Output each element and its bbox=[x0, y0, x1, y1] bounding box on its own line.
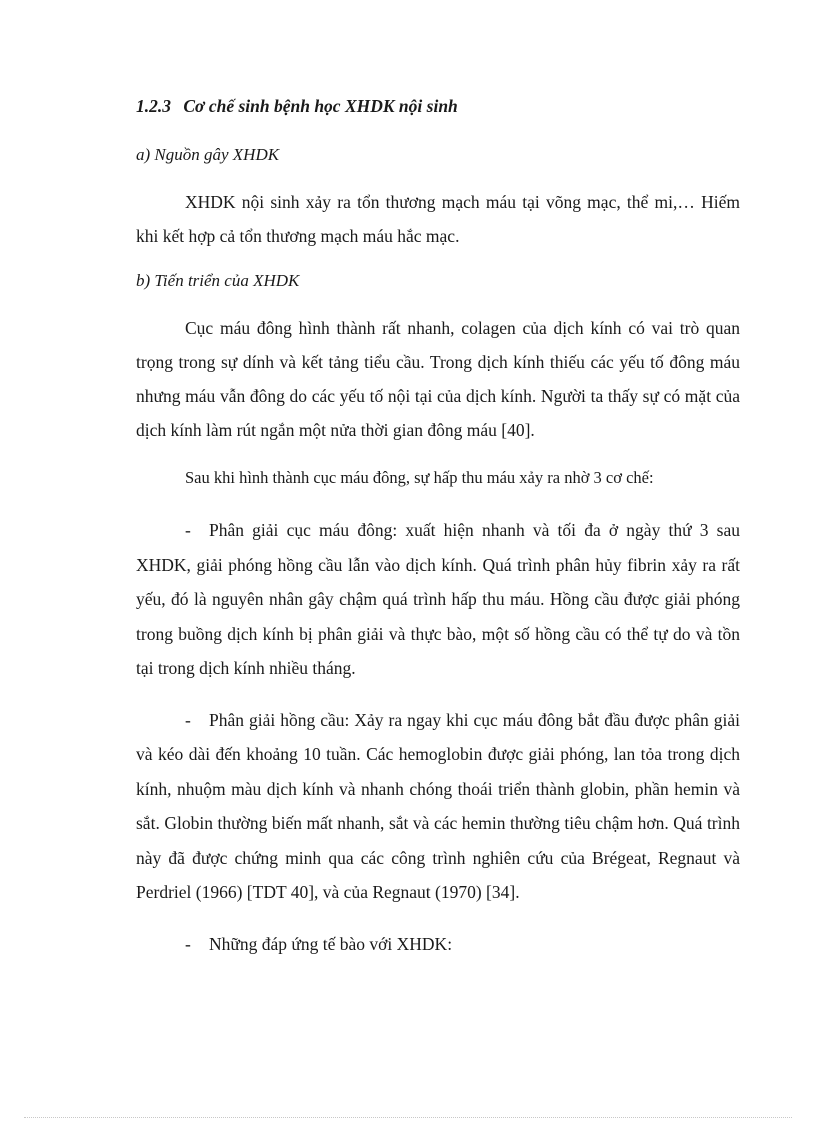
bullet-text: Phân giải hồng cầu: Xảy ra ngay khi cục máu đông bắt đầu được phân giải và kéo dài đến khoảng 10 tuần. Các hemoglobin được giải phóng, lan tỏa trong dịch kính, nhuộm màu dịch kính và nhanh chóng thoái triển thành globin, phần hemin và sắt. Globin thường biến mất nhanh, sắt và các hemin thường tiêu chậm hơn. Quá trình này đã được chứng minh qua các công trình nghiên cứu của Brégeat, Regnaut và Perdriel (1966) [TDT 40], và của Regnaut (1970) [34]. bbox=[136, 709, 740, 902]
bullet-text: Những đáp ứng tế bào với XHDK: bbox=[209, 933, 453, 954]
page-bottom-divider bbox=[24, 1117, 792, 1118]
bullet-text: Phân giải cục máu đông: xuất hiện nhanh và tối đa ở ngày thứ 3 sau XHDK, giải phóng hồng cầu lẫn vào dịch kính. Quá trình phân hủy fibrin xảy ra rất yếu, đó là nguyên nhân gây chậm quá trình hấp thu máu. Hồng cầu được giải phóng trong buồng dịch kính bị phân giải và thực bào, một số hồng cầu có thể tự do và tồn tại trong dịch kính nhiều tháng. bbox=[136, 520, 740, 678]
bullet-hemolysis bbox=[136, 703, 740, 910]
section-number: 1.2.3 bbox=[136, 96, 171, 116]
subsection-a-label: a) Nguồn gây XHDK bbox=[136, 145, 280, 164]
bullet-dash: - bbox=[185, 520, 191, 540]
bullet-clot-lysis bbox=[136, 513, 740, 686]
bullet-dash: - bbox=[185, 933, 191, 954]
section-heading bbox=[136, 92, 740, 120]
mechanisms-intro: Sau khi hình thành cục máu đông, sự hấp thu máu xảy ra nhờ 3 cơ chế: bbox=[185, 468, 654, 487]
bullet-cell-response bbox=[136, 927, 740, 962]
section-title: Cơ chế sinh bệnh học XHDK nội sinh bbox=[183, 96, 458, 116]
subsection-b-paragraph: Cục máu đông hình thành rất nhanh, colagen của dịch kính có vai trò quan trọng trong sự dính và kết tảng tiểu cầu. Trong dịch kính thiếu các yếu tố đông máu nhưng máu vẫn đông do các yếu tố nội tại của dịch kính. Người ta thấy sự có mặt của dịch kính làm rút ngắn một nửa thời gian đông máu [40]. bbox=[136, 318, 740, 440]
bullet-dash: - bbox=[185, 709, 191, 730]
subsection-b-label: b) Tiến triển của XHDK bbox=[136, 271, 300, 290]
page-content bbox=[136, 92, 740, 978]
subsection-a-paragraph: XHDK nội sinh xảy ra tổn thương mạch máu tại võng mạc, thể mi,… Hiếm khi kết hợp cả tổn thương mạch máu hắc mạc. bbox=[136, 192, 740, 246]
